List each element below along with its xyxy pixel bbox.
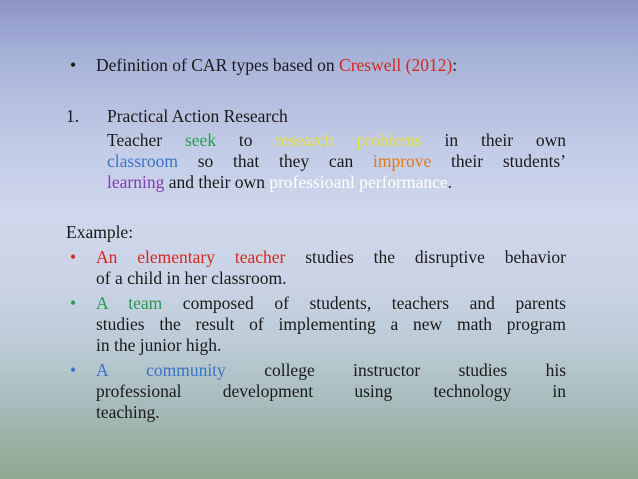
example2-line2: studies the result of implementing a new math program (96, 314, 566, 334)
word-technology: technology (433, 381, 512, 401)
item1-number: 1. (66, 106, 80, 126)
word-that: that (233, 151, 260, 171)
example3-bullet: • (70, 360, 77, 380)
example2-line1 (96, 293, 566, 313)
word-learning: learning (107, 172, 165, 192)
word-professional: professional (96, 381, 182, 401)
word-problems: problems (356, 130, 422, 150)
word-improve: improve (372, 151, 432, 171)
word-seek: seek (184, 130, 217, 150)
example3-line2 (96, 381, 566, 401)
item1-line3-mid: and their own (164, 172, 270, 192)
word-their-2: their (451, 151, 484, 171)
word-studies: studies (458, 360, 508, 380)
word-teacher: Teacher (107, 130, 163, 150)
word-to: to (238, 130, 253, 150)
word-in-2: in (552, 381, 567, 401)
word-in: in (444, 130, 459, 150)
word-his: his (545, 360, 567, 380)
example-label: Example: (66, 222, 134, 242)
word-community: community (146, 360, 226, 380)
item1-body-line1 (107, 130, 566, 150)
item1-body-line2 (107, 151, 566, 171)
definition-bullet: • (70, 55, 77, 75)
word-classroom: classroom (107, 151, 178, 171)
item1-body-line3 (107, 172, 452, 192)
example2-line3: in the junior high. (96, 335, 222, 355)
word-development: development (222, 381, 314, 401)
word-own: own (535, 130, 567, 150)
definition-line (96, 55, 457, 75)
example1-line1 (96, 247, 566, 267)
definition-citation: Creswell (2012) (339, 55, 453, 75)
word-students: students’ (502, 151, 567, 171)
word-instructor: instructor (353, 360, 421, 380)
example3-line1 (96, 360, 566, 380)
example1-bullet: • (70, 247, 77, 267)
example1-line2: of a child in her classroom. (96, 268, 287, 288)
example2-bullet: • (70, 293, 77, 313)
example2-highlight: A team (96, 293, 163, 313)
item1-line3-end: . (447, 172, 453, 192)
word-they: they (279, 151, 310, 171)
word-a: A (96, 360, 108, 380)
word-their: their (480, 130, 514, 150)
definition-prefix: Definition of CAR types based on (96, 55, 340, 75)
word-so: so (197, 151, 214, 171)
word-college: college (264, 360, 315, 380)
word-can: can (328, 151, 354, 171)
word-using: using (354, 381, 393, 401)
example2-line1-rest: composed of students, teachers and parents (162, 293, 566, 313)
word-research: research (275, 130, 334, 150)
definition-suffix: : (452, 55, 458, 75)
item1-heading: Practical Action Research (107, 106, 288, 126)
phrase-professional-performance: professioanl performance (269, 172, 448, 192)
example1-highlight: An elementary teacher (96, 247, 286, 267)
example1-line1-rest: studies the disruptive behavior (285, 247, 566, 267)
example3-line3: teaching. (96, 402, 160, 422)
